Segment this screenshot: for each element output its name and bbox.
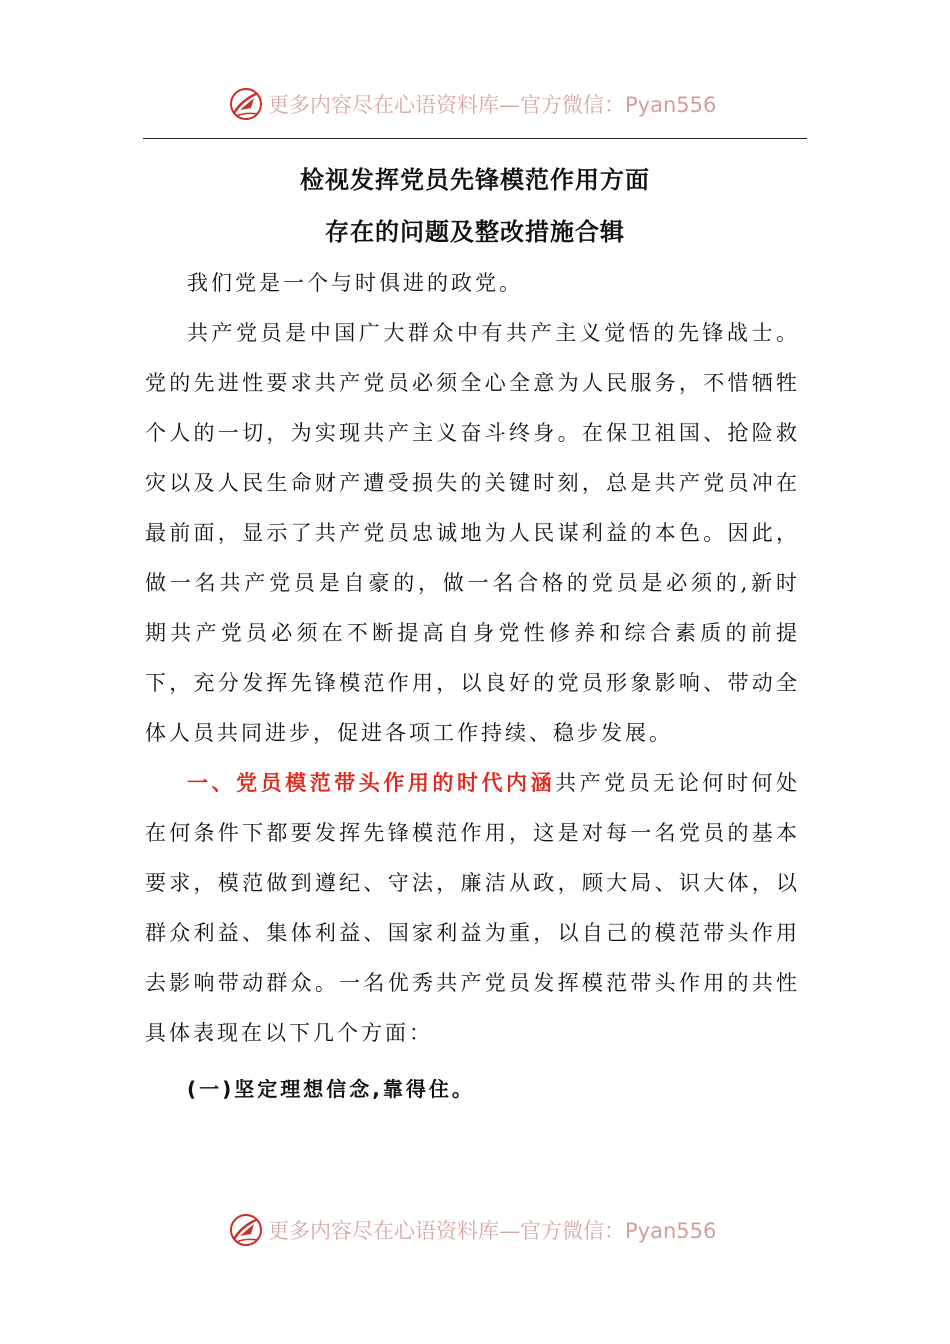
wechat-id: Pyan556 bbox=[625, 1219, 717, 1243]
paragraph-main: 共产党员是中国广大群众中有共产主义觉悟的先锋战士。党的先进性要求共产党员必须全心全意为人民服务，不惜牺牲个人的一切，为实现共产主义奋斗终身。在保卫祖国、抢险救灾以及人民生命财产遭受损失的关键时刻，总是共产党员冲在最前面，显示了共产党员忠诚地为人民谋利益的本色。因此，做一名共产党员是自豪的，做一名合格的党员是必须的,新时期共产党员必须在不断提高自身党性修养和综合素质的前提下，充分发挥先锋模范作用，以良好的党员形象影响、带动全体人员共同进步，促进各项工作持续、稳步发展。 bbox=[145, 321, 800, 745]
document-title-line1: 检视发挥党员先锋模范作用方面 bbox=[300, 165, 650, 194]
subheading-1: (一)坚定理想信念,靠得住。 bbox=[187, 1077, 475, 1101]
watermark-text: 更多内容尽在心语资料库—官方微信：Pyan556 bbox=[268, 93, 717, 117]
section-1-text: 共产党员无论何时何处在何条件下都要发挥先锋模范作用，这是对每一名党员的基本要求，模范做到遵纪、守法，廉洁从政，顾大局、识大体，以群众利益、集体利益、国家利益为重，以自己的模范带头作用去影响带动群众。一名优秀共产党员发挥模范带头作用的共性具体表现在以下几个方面： bbox=[145, 771, 800, 1045]
watermark-text: 更多内容尽在心语资料库—官方微信：Pyan556 bbox=[268, 1219, 717, 1243]
header-watermark bbox=[0, 84, 950, 124]
header-divider bbox=[143, 138, 807, 139]
pen-logo-icon bbox=[228, 86, 264, 122]
paragraph-intro: 我们党是一个与时俱进的政党。 bbox=[187, 271, 523, 295]
wechat-id: Pyan556 bbox=[625, 93, 717, 117]
pen-logo-icon bbox=[228, 1212, 264, 1248]
section-1 bbox=[145, 758, 800, 1058]
footer-watermark bbox=[0, 1210, 950, 1250]
section-1-heading: 一、党员模范带头作用的时代内涵 bbox=[187, 770, 556, 795]
document-title-line2: 存在的问题及整改措施合辑 bbox=[325, 217, 625, 246]
document-body bbox=[145, 258, 800, 1114]
